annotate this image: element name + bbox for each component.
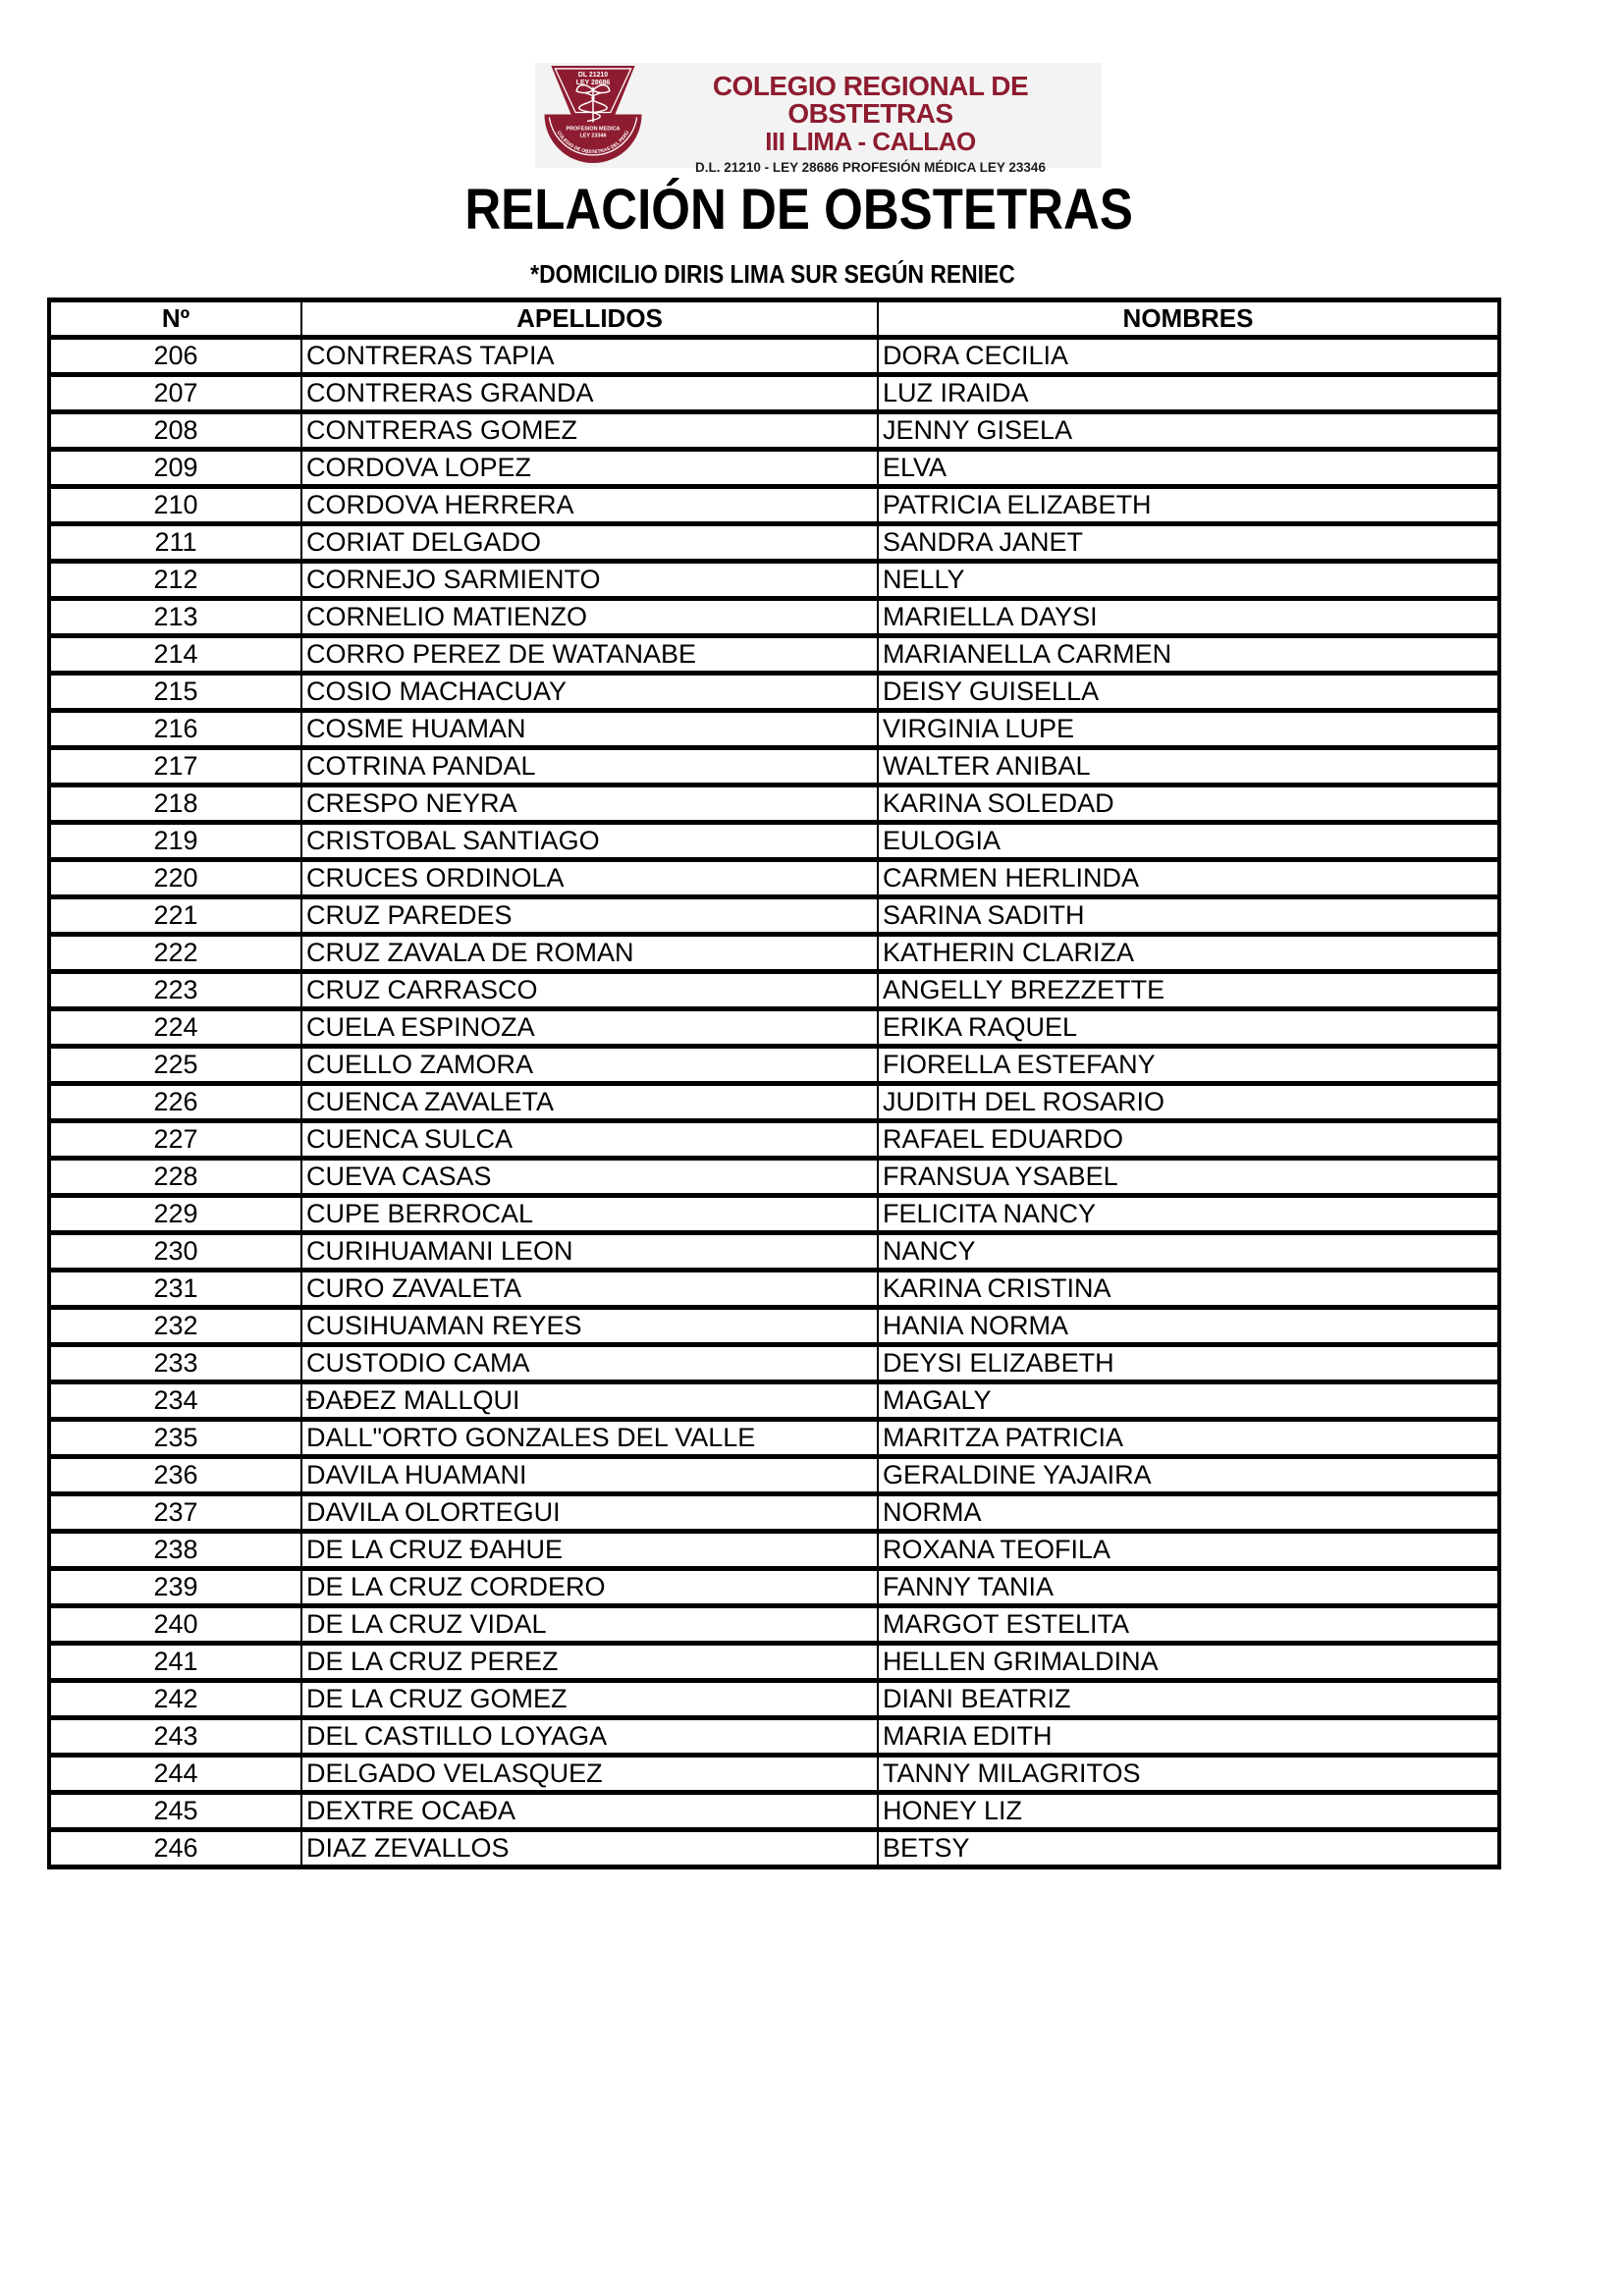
logo-arc-text: COLEGIO DE OBSTETRAS DEL PERÚ	[555, 130, 631, 156]
table-row	[49, 1756, 1499, 1793]
nombres-cell: KARINA CRISTINA	[878, 1271, 1499, 1308]
row-number-cell: 208	[49, 412, 301, 450]
row-number-cell: 221	[49, 897, 301, 935]
nombres-cell: MAGALY	[878, 1382, 1499, 1420]
row-number-cell: 214	[49, 636, 301, 674]
table-row	[49, 450, 1499, 487]
nombres-cell: NORMA	[878, 1494, 1499, 1532]
apellidos-cell: CRESPO NEYRA	[301, 785, 878, 823]
nombres-cell: HONEY LIZ	[878, 1793, 1499, 1830]
table-row	[49, 823, 1499, 860]
row-number-cell: 239	[49, 1569, 301, 1606]
table-row	[49, 1830, 1499, 1867]
table-row	[49, 338, 1499, 375]
row-number-cell: 225	[49, 1047, 301, 1084]
apellidos-cell: DEL CASTILLO LOYAGA	[301, 1718, 878, 1756]
column-header-nombres: NOMBRES	[878, 300, 1499, 338]
apellidos-cell: CONTRERAS GRANDA	[301, 375, 878, 412]
apellidos-cell: DAVILA HUAMANI	[301, 1457, 878, 1494]
row-number-cell: 240	[49, 1606, 301, 1644]
nombres-cell: JUDITH DEL ROSARIO	[878, 1084, 1499, 1121]
table-row	[49, 748, 1499, 785]
table-row	[49, 1308, 1499, 1345]
apellidos-cell: CRUZ ZAVALA DE ROMAN	[301, 935, 878, 972]
row-number-cell: 236	[49, 1457, 301, 1494]
row-number-cell: 210	[49, 487, 301, 524]
column-header-numero: Nº	[49, 300, 301, 338]
apellidos-cell: CUPE BERROCAL	[301, 1196, 878, 1233]
org-name-line1: COLEGIO REGIONAL DE OBSTETRAS	[712, 71, 1029, 129]
table-row	[49, 1047, 1499, 1084]
table-row	[49, 1532, 1499, 1569]
table-row	[49, 1644, 1499, 1681]
apellidos-cell: DE LA CRUZ GOMEZ	[301, 1681, 878, 1718]
nombres-cell: SANDRA JANET	[878, 524, 1499, 562]
apellidos-cell: CUELA ESPINOZA	[301, 1009, 878, 1047]
table-row	[49, 1457, 1499, 1494]
table-row	[49, 562, 1499, 599]
nombres-cell: HANIA NORMA	[878, 1308, 1499, 1345]
row-number-cell: 235	[49, 1420, 301, 1457]
nombres-cell: DEISY GUISELLA	[878, 674, 1499, 711]
apellidos-cell: CONTRERAS TAPIA	[301, 338, 878, 375]
nombres-cell: MARIANELLA CARMEN	[878, 636, 1499, 674]
nombres-cell: MARGOT ESTELITA	[878, 1606, 1499, 1644]
nombres-cell: NANCY	[878, 1233, 1499, 1271]
row-number-cell: 226	[49, 1084, 301, 1121]
apellidos-cell: CORDOVA HERRERA	[301, 487, 878, 524]
row-number-cell: 223	[49, 972, 301, 1009]
row-number-cell: 242	[49, 1681, 301, 1718]
row-number-cell: 215	[49, 674, 301, 711]
apellidos-cell: CORNEJO SARMIENTO	[301, 562, 878, 599]
apellidos-cell: CURIHUAMANI LEON	[301, 1233, 878, 1271]
row-number-cell: 209	[49, 450, 301, 487]
apellidos-cell: CORIAT DELGADO	[301, 524, 878, 562]
row-number-cell: 237	[49, 1494, 301, 1532]
apellidos-cell: CRUZ CARRASCO	[301, 972, 878, 1009]
table-row	[49, 1233, 1499, 1271]
apellidos-cell: CUELLO ZAMORA	[301, 1047, 878, 1084]
apellidos-cell: CUSIHUAMAN REYES	[301, 1308, 878, 1345]
row-number-cell: 229	[49, 1196, 301, 1233]
row-number-cell: 220	[49, 860, 301, 897]
row-number-cell: 212	[49, 562, 301, 599]
row-number-cell: 222	[49, 935, 301, 972]
apellidos-cell: CRUCES ORDINOLA	[301, 860, 878, 897]
row-number-cell: 232	[49, 1308, 301, 1345]
row-number-cell: 218	[49, 785, 301, 823]
table-row	[49, 860, 1499, 897]
org-law-line: D.L. 21210 - LEY 28686 PROFESIÓN MÉDICA LEY 23346	[695, 160, 1046, 175]
table-row	[49, 1569, 1499, 1606]
row-number-cell: 207	[49, 375, 301, 412]
nombres-cell: ERIKA RAQUEL	[878, 1009, 1499, 1047]
table-row	[49, 674, 1499, 711]
table-row	[49, 935, 1499, 972]
nombres-cell: GERALDINE YAJAIRA	[878, 1457, 1499, 1494]
nombres-cell: LUZ IRAIDA	[878, 375, 1499, 412]
nombres-cell: MARIA EDITH	[878, 1718, 1499, 1756]
nombres-cell: CARMEN HERLINDA	[878, 860, 1499, 897]
row-number-cell: 216	[49, 711, 301, 748]
table-row	[49, 1718, 1499, 1756]
nombres-cell: WALTER ANIBAL	[878, 748, 1499, 785]
nombres-cell: RAFAEL EDUARDO	[878, 1121, 1499, 1159]
table-row	[49, 897, 1499, 935]
row-number-cell: 227	[49, 1121, 301, 1159]
row-number-cell: 244	[49, 1756, 301, 1793]
table-header-row	[49, 300, 1499, 338]
row-number-cell: 241	[49, 1644, 301, 1681]
nombres-cell: NELLY	[878, 562, 1499, 599]
apellidos-cell: DEXTRE OCAÐA	[301, 1793, 878, 1830]
nombres-cell: HELLEN GRIMALDINA	[878, 1644, 1499, 1681]
nombres-cell: BETSY	[878, 1830, 1499, 1867]
table-row	[49, 1382, 1499, 1420]
nombres-cell: FIORELLA ESTEFANY	[878, 1047, 1499, 1084]
apellidos-cell: COSME HUAMAN	[301, 711, 878, 748]
row-number-cell: 230	[49, 1233, 301, 1271]
table-row	[49, 487, 1499, 524]
nombres-cell: PATRICIA ELIZABETH	[878, 487, 1499, 524]
apellidos-cell: CRISTOBAL SANTIAGO	[301, 823, 878, 860]
nombres-cell: MARIELLA DAYSI	[878, 599, 1499, 636]
logo-dl-line: DL 21210	[577, 71, 609, 79]
table-row	[49, 1420, 1499, 1457]
apellidos-cell: CURO ZAVALETA	[301, 1271, 878, 1308]
apellidos-cell: ÐAÐEZ MALLQUI	[301, 1382, 878, 1420]
row-number-cell: 228	[49, 1159, 301, 1196]
apellidos-cell: DE LA CRUZ CORDERO	[301, 1569, 878, 1606]
apellidos-cell: CORNELIO MATIENZO	[301, 599, 878, 636]
apellidos-cell: DE LA CRUZ ÐAHUE	[301, 1532, 878, 1569]
apellidos-cell: CUENCA SULCA	[301, 1121, 878, 1159]
nombres-cell: ROXANA TEOFILA	[878, 1532, 1499, 1569]
table-row	[49, 1681, 1499, 1718]
table-row	[49, 785, 1499, 823]
apellidos-cell: CUEVA CASAS	[301, 1159, 878, 1196]
nombres-cell: FRANSUA YSABEL	[878, 1159, 1499, 1196]
apellidos-cell: DIAZ ZEVALLOS	[301, 1830, 878, 1867]
row-number-cell: 238	[49, 1532, 301, 1569]
table-row	[49, 1271, 1499, 1308]
nombres-cell: ANGELLY BREZZETTE	[878, 972, 1499, 1009]
nombres-cell: VIRGINIA LUPE	[878, 711, 1499, 748]
nombres-cell: EULOGIA	[878, 823, 1499, 860]
table-row	[49, 1196, 1499, 1233]
apellidos-cell: CORRO PEREZ DE WATANABE	[301, 636, 878, 674]
apellidos-cell: COTRINA PANDAL	[301, 748, 878, 785]
nombres-cell: ELVA	[878, 450, 1499, 487]
table-row	[49, 1793, 1499, 1830]
column-header-apellidos: APELLIDOS	[301, 300, 878, 338]
table-row	[49, 1009, 1499, 1047]
colegio-obstetras-shield-logo-icon	[541, 64, 645, 167]
nombres-cell: MARITZA PATRICIA	[878, 1420, 1499, 1457]
page-title: RELACIÓN DE OBSTETRAS	[464, 178, 1133, 242]
apellidos-cell: DE LA CRUZ VIDAL	[301, 1606, 878, 1644]
table-row	[49, 1494, 1499, 1532]
row-number-cell: 213	[49, 599, 301, 636]
apellidos-cell: CORDOVA LOPEZ	[301, 450, 878, 487]
nombres-cell: DIANI BEATRIZ	[878, 1681, 1499, 1718]
row-number-cell: 217	[49, 748, 301, 785]
nombres-cell: DEYSI ELIZABETH	[878, 1345, 1499, 1382]
nombres-cell: KARINA SOLEDAD	[878, 785, 1499, 823]
table-row	[49, 711, 1499, 748]
nombres-cell: FELICITA NANCY	[878, 1196, 1499, 1233]
apellidos-cell: CONTRERAS GOMEZ	[301, 412, 878, 450]
row-number-cell: 243	[49, 1718, 301, 1756]
row-number-cell: 219	[49, 823, 301, 860]
row-number-cell: 234	[49, 1382, 301, 1420]
table-row	[49, 1084, 1499, 1121]
row-number-cell: 206	[49, 338, 301, 375]
row-number-cell: 211	[49, 524, 301, 562]
nombres-cell: FANNY TANIA	[878, 1569, 1499, 1606]
row-number-cell: 224	[49, 1009, 301, 1047]
table-row	[49, 599, 1499, 636]
nombres-cell: JENNY GISELA	[878, 412, 1499, 450]
page-subtitle: *DOMICILIO DIRIS LIMA SUR SEGÚN RENIEC	[530, 259, 1015, 289]
table-row	[49, 636, 1499, 674]
row-number-cell: 246	[49, 1830, 301, 1867]
logo-ley-line: LEY 28686	[575, 79, 611, 86]
apellidos-cell: DELGADO VELASQUEZ	[301, 1756, 878, 1793]
header-banner	[535, 63, 1102, 175]
logo-ley2-line: LEY 23346	[579, 133, 607, 139]
org-name-line2: III LIMA - CALLAO	[765, 127, 976, 156]
obstetras-roster-table	[47, 298, 1501, 1869]
table-row	[49, 1606, 1499, 1644]
apellidos-cell: CUSTODIO CAMA	[301, 1345, 878, 1382]
table-row	[49, 524, 1499, 562]
table-row	[49, 1121, 1499, 1159]
apellidos-cell: DE LA CRUZ PEREZ	[301, 1644, 878, 1681]
apellidos-cell: COSIO MACHACUAY	[301, 674, 878, 711]
apellidos-cell: DAVILA OLORTEGUI	[301, 1494, 878, 1532]
table-row	[49, 412, 1499, 450]
table-row	[49, 1159, 1499, 1196]
nombres-cell: TANNY MILAGRITOS	[878, 1756, 1499, 1793]
row-number-cell: 245	[49, 1793, 301, 1830]
row-number-cell: 233	[49, 1345, 301, 1382]
nombres-cell: DORA CECILIA	[878, 338, 1499, 375]
table-row	[49, 972, 1499, 1009]
table-row	[49, 1345, 1499, 1382]
apellidos-cell: CUENCA ZAVALETA	[301, 1084, 878, 1121]
row-number-cell: 231	[49, 1271, 301, 1308]
table-row	[49, 375, 1499, 412]
apellidos-cell: DALL"ORTO GONZALES DEL VALLE	[301, 1420, 878, 1457]
nombres-cell: SARINA SADITH	[878, 897, 1499, 935]
nombres-cell: KATHERIN CLARIZA	[878, 935, 1499, 972]
apellidos-cell: CRUZ PAREDES	[301, 897, 878, 935]
logo-profesion-line: PROFESION MEDICA	[566, 126, 621, 133]
